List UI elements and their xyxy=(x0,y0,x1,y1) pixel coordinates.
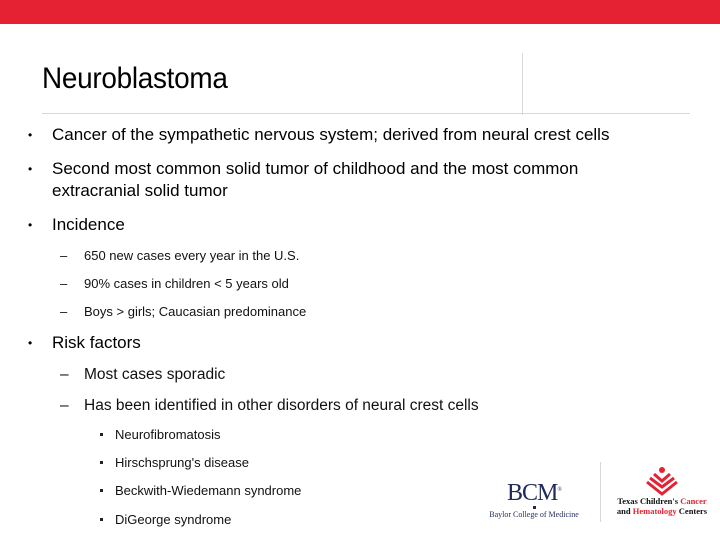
sub-bullet-text: 650 new cases every year in the U.S. xyxy=(84,248,300,263)
dash-icon: – xyxy=(60,276,68,291)
footer-logos xyxy=(470,460,720,535)
bullet-icon: • xyxy=(28,218,33,232)
dash-icon: – xyxy=(60,304,68,319)
bullet-icon: • xyxy=(28,128,33,142)
bullet-icon: • xyxy=(28,162,33,176)
sub-sub-bullet-text: Neurofibromatosis xyxy=(115,427,221,442)
square-bullet-icon xyxy=(100,433,103,436)
tch-logo xyxy=(604,466,720,516)
bullet-text: Incidence xyxy=(52,215,125,234)
sub-bullet-text: Most cases sporadic xyxy=(84,366,226,383)
square-bullet-icon xyxy=(100,489,103,492)
title-vertical-divider xyxy=(522,53,523,115)
sub-sub-bullet-text: Hirschsprung's disease xyxy=(115,455,249,470)
dash-icon: – xyxy=(60,366,69,383)
sub-bullet-text: 90% cases in children < 5 years old xyxy=(84,276,289,291)
bcm-logo-name: Baylor College of Medicine xyxy=(489,510,579,519)
square-bullet-icon xyxy=(100,461,103,464)
logo-divider xyxy=(600,462,601,522)
bullet-text: Cancer of the sympathetic nervous system; derived from neural crest cells xyxy=(52,125,610,144)
tch-logo-line1: Texas Children's Cancer xyxy=(617,496,707,506)
sub-sub-bullet-text: DiGeorge syndrome xyxy=(115,512,232,527)
title-horizontal-divider xyxy=(42,113,690,114)
dash-icon: – xyxy=(60,397,69,414)
square-bullet-icon xyxy=(100,518,103,521)
dash-icon: – xyxy=(60,248,68,263)
slide-title: Neuroblastoma xyxy=(42,62,228,95)
tch-logo-line2: and Hematology Centers xyxy=(616,506,708,516)
header-accent-band xyxy=(0,0,720,24)
bullet-icon: • xyxy=(28,336,33,350)
tch-chevron-icon xyxy=(645,466,679,496)
sub-bullet-text: Has been identified in other disorders of neural crest cells xyxy=(84,397,479,414)
bullet-text: Second most common solid tumor of childhood and the most common extracranial solid tumor xyxy=(52,159,579,200)
sub-bullet-text: Boys > girls; Caucasian predominance xyxy=(84,304,307,319)
bcm-logo-mark: BCM® xyxy=(507,480,561,506)
sub-sub-bullet-text: Beckwith-Wiedemann syndrome xyxy=(115,483,302,498)
bcm-logo xyxy=(474,478,594,519)
bullet-text: Risk factors xyxy=(52,333,141,352)
bcm-dot-icon xyxy=(533,506,536,509)
